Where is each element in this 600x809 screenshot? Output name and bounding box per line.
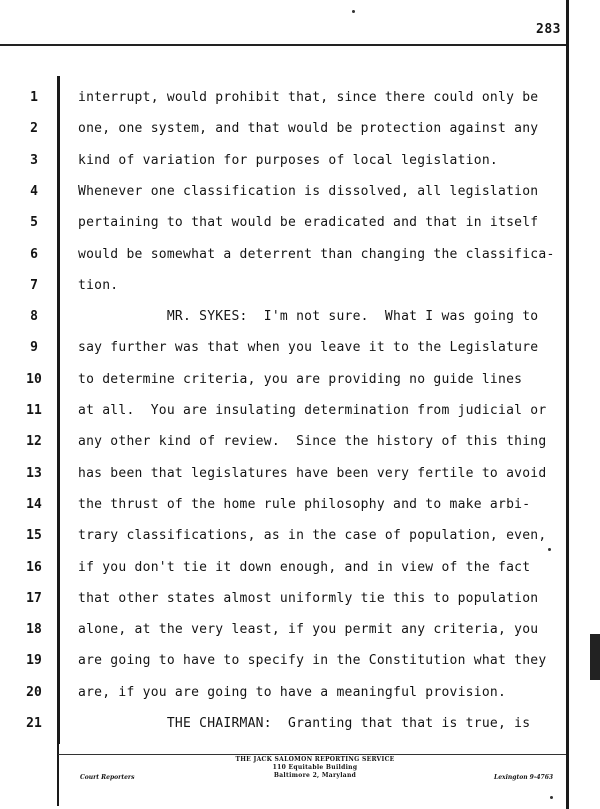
line-text: pertaining to that would be eradicated and that in itself	[78, 215, 539, 231]
footer-rule	[58, 754, 566, 755]
line-text: tion.	[78, 277, 119, 293]
transcript-line	[0, 434, 566, 465]
line-number: 6	[30, 246, 38, 262]
transcript-line	[0, 309, 566, 340]
page-number: 283	[536, 22, 561, 37]
transcript-line	[0, 247, 566, 278]
line-number: 21	[26, 716, 42, 731]
line-text: MR. SYKES: I'm not sure. What I was going to	[78, 309, 539, 325]
line-number: 8	[30, 309, 38, 325]
transcript-line	[0, 528, 566, 559]
line-text: interrupt, would prohibit that, since there could only be	[78, 90, 539, 105]
line-text: to determine criteria, you are providing no guide lines	[78, 371, 523, 387]
line-number: 4	[30, 183, 38, 199]
line-text: that other states almost uniformly tie this to population	[78, 590, 539, 606]
line-number: 13	[26, 465, 42, 481]
line-text: Whenever one classification is dissolved, all legislation	[78, 183, 539, 199]
footer-service-name: THE JACK SALOMON REPORTING SERVICE	[235, 756, 395, 763]
transcript-line	[0, 184, 566, 215]
line-number: 15	[26, 528, 42, 544]
transcript-line	[0, 121, 566, 152]
right-edge-mark	[590, 634, 600, 680]
line-text: has been that legislatures have been very fertile to avoid	[78, 465, 547, 481]
line-text: if you don't tie it down enough, and in view of the fact	[78, 559, 531, 575]
footer-building: 110 Equitable Building	[272, 764, 358, 771]
line-number: 19	[26, 653, 42, 669]
transcript-line	[0, 622, 566, 653]
line-text: alone, at the very least, if you permit any criteria, you	[78, 622, 539, 638]
transcript-line	[0, 153, 566, 184]
right-margin-line	[566, 0, 569, 809]
footer-left-label: Court Reporters	[80, 774, 135, 781]
line-text: the thrust of the home rule philosophy and to make arbi-	[78, 496, 531, 512]
line-number: 14	[26, 496, 42, 512]
line-text: say further was that when you leave it to the Legislature	[78, 340, 539, 356]
line-number: 18	[26, 622, 42, 638]
transcript-line	[0, 716, 566, 747]
line-text: any other kind of review. Since the history of this thing	[78, 434, 547, 450]
line-number: 10	[26, 371, 42, 387]
line-text: kind of variation for purposes of local legislation.	[78, 152, 498, 168]
transcript-line	[0, 653, 566, 684]
transcript-line	[0, 372, 566, 403]
line-number: 17	[26, 590, 42, 606]
line-text: one, one system, and that would be protection against any	[78, 121, 539, 137]
transcript-line	[0, 403, 566, 434]
line-text: THE CHAIRMAN: Granting that that is true, is	[78, 716, 531, 731]
line-text: are, if you are going to have a meaningful provision.	[78, 684, 507, 700]
footer-city: Baltimore 2, Maryland	[273, 772, 357, 779]
line-number: 16	[26, 559, 42, 575]
line-number: 2	[30, 121, 38, 137]
footer-right-label: Lexington 9-4763	[494, 774, 554, 781]
line-number: 11	[26, 403, 42, 418]
line-text: at all. You are insulating determination from judicial or	[78, 403, 547, 418]
line-number: 9	[30, 340, 38, 356]
transcript-line	[0, 591, 566, 622]
speck	[550, 796, 553, 799]
transcript-line	[0, 497, 566, 528]
transcript-line	[0, 215, 566, 246]
footer-reporting-service	[190, 756, 440, 780]
line-number: 5	[30, 215, 38, 231]
line-text: are going to have to specify in the Constitution what they	[78, 653, 547, 669]
speck	[352, 10, 355, 13]
line-number: 12	[26, 434, 42, 450]
transcript-line	[0, 278, 566, 309]
line-text: would be somewhat a deterrent than changing the classifica-	[78, 246, 555, 262]
line-number: 1	[30, 90, 38, 105]
transcript-line	[0, 90, 566, 121]
top-rule	[0, 44, 566, 46]
transcript-line	[0, 560, 566, 591]
line-number: 3	[30, 152, 38, 168]
transcript-line	[0, 340, 566, 371]
line-number: 7	[30, 277, 38, 293]
line-number: 20	[26, 684, 42, 700]
transcript-line	[0, 466, 566, 497]
transcript-line	[0, 685, 566, 716]
line-text: trary classifications, as in the case of population, even,	[78, 528, 547, 544]
